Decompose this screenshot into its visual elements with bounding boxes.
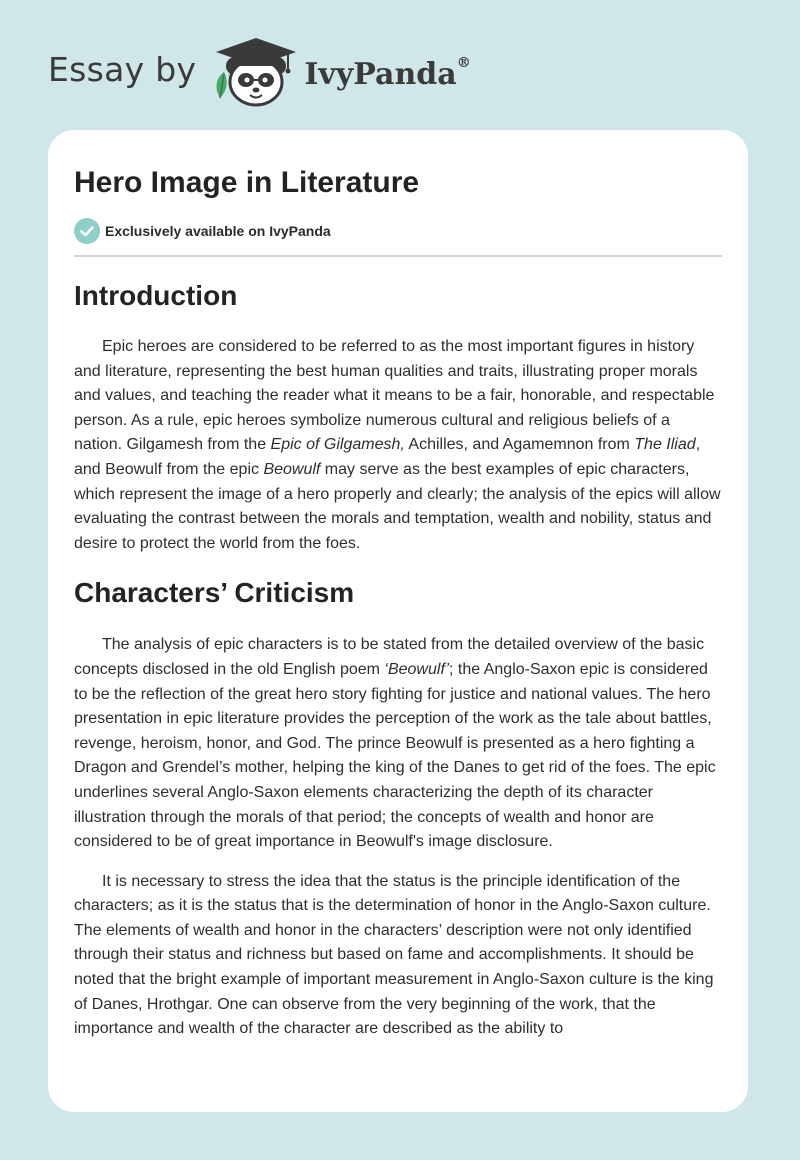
badge-text: Exclusively available on IvyPanda [105, 223, 331, 239]
paragraph-introduction: Epic heroes are considered to be referred to as the most important figures in history and literature, representing the best human qualities and traits, illustrating proper morals and values, and teaching the reader what it means to be a fair, honorable, and respectable person. As a rule, epic heroes symbolize numerous cultural and religious beliefs of a nation. Gilgamesh from the Epic of Gilgamesh, Achilles, and Agamemnon from The Iliad, and Beowulf from the epic Beowulf may serve as the best examples of epic characters, which represent the image of a hero properly and clearly; the analysis of the epics will allow evaluating the contrast between the morals and temptation, wealth and nobility, status and desire to protect the world from the foes. [74, 338, 721, 552]
section-heading-introduction: Introduction [74, 280, 238, 311]
panda-logo-icon [210, 36, 302, 108]
page-title: Hero Image in Literature [74, 166, 420, 199]
paragraph-criticism-2: It is necessary to stress the idea that the status is the principle identification of the characters; as it is the status that is the determination of honor in the Anglo-Saxon culture. The elements of wealth and honor in the characters’ description were not only identified through their status and richness but based on fame and accomplishments. It should be noted that the bright example of important measurement in Anglo-Saxon culture is the king of Danes, Hrothgar. One can observe from the very beginning of the work, that the importance and wealth of the character are described as the ability to [74, 872, 714, 1038]
brand-name: IvyPanda® [304, 54, 471, 92]
check-circle-icon [74, 218, 100, 244]
brand-header [48, 36, 471, 108]
section-heading-characters-criticism: Characters’ Criticism [74, 577, 355, 609]
essay-card [48, 130, 748, 1112]
exclusive-badge [74, 218, 722, 244]
divider [74, 255, 722, 257]
paragraph-criticism-1: The analysis of epic characters is to be stated from the detailed overview of the basic concepts disclosed in the old English poem ‘Beowulf’; the Anglo-Saxon epic is considered to be the reflection of the great hero story fighting for justice and national values. The hero presentation in epic literature provides the perception of the work as the tale about battles, revenge, heroism, honor, and God. The prince Beowulf is presented as a hero fighting a Dragon and Grendel’s mother, helping the king of the Danes to get rid of the foes. The epic underlines several Anglo-Saxon elements characterizing the depth of its character illustration through the morals of that period; the concepts of wealth and honor are considered to be of great importance in Beowulf's image disclosure. [74, 636, 716, 851]
essay-by-label: Essay by [48, 49, 197, 89]
